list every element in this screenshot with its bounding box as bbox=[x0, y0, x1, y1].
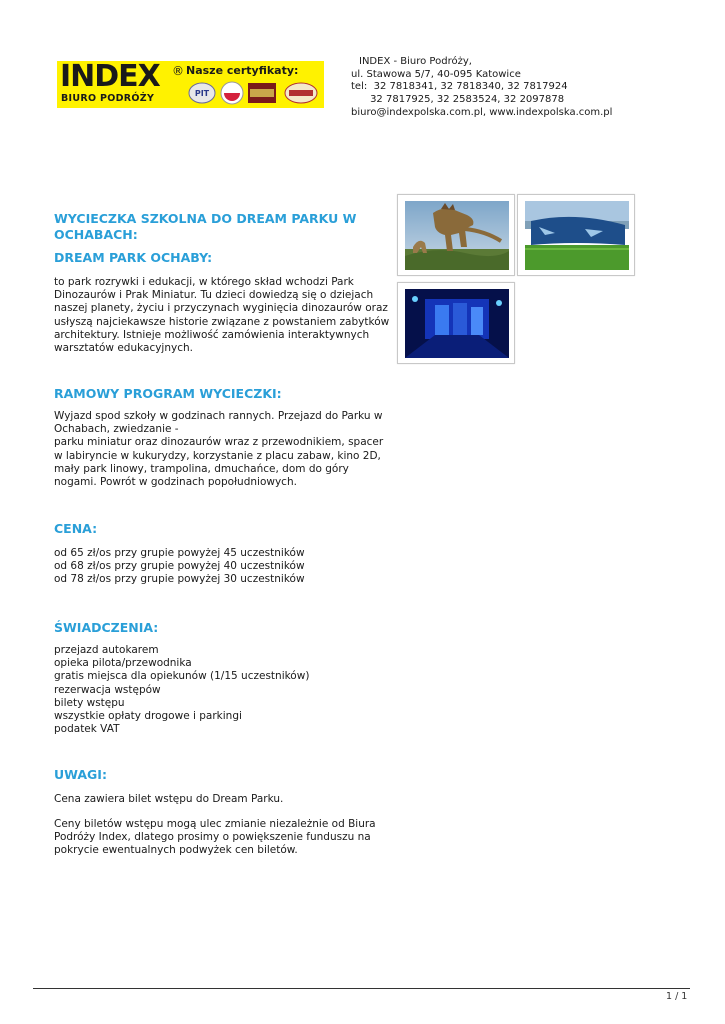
address-line: ul. Stawowa 5/7, 40-095 Katowice bbox=[351, 68, 521, 80]
photo-blue-hall bbox=[397, 282, 515, 364]
dobra-polska-seal-icon bbox=[247, 81, 277, 105]
text-line: Cena zawiera bilet wstępu do Dream Parku. bbox=[54, 793, 284, 805]
dinosaur-photo-image bbox=[405, 201, 509, 270]
text-line: Dinozaurów i Prak Miniatur. Tu dzieci dowiedzą się o dziejach bbox=[54, 289, 374, 302]
address-line: INDEX - Biuro Podróży, bbox=[359, 56, 472, 67]
certificate-seals bbox=[187, 81, 322, 105]
intro-paragraph bbox=[54, 276, 389, 355]
notes-paragraph-1 bbox=[54, 793, 283, 806]
services-heading: ŚWIADCZENIA: bbox=[54, 620, 159, 635]
registered-mark: ® bbox=[172, 64, 184, 78]
text-line: Ceny biletów wstępu mogą ulec zmianie niezależnie od Biura bbox=[54, 818, 376, 830]
program-paragraph bbox=[54, 410, 383, 489]
footer-divider bbox=[33, 988, 690, 989]
text-line: nogami. Powrót w godzinach popołudniowych. bbox=[54, 476, 297, 489]
service-item: opieka pilota/przewodnika bbox=[54, 657, 192, 670]
park-mural-photo-image bbox=[525, 201, 629, 270]
text-line: Wyjazd spod szkoły w godzinach rannych. Przejazd do Parku w bbox=[54, 410, 383, 422]
services-list bbox=[54, 644, 309, 736]
address-phone-line: tel: 32 7818341, 32 7818340, 32 7817924 bbox=[351, 81, 568, 93]
price-line: od 78 zł/os przy grupie powyżej 30 uczestników bbox=[54, 573, 305, 586]
title-line: OCHABACH: bbox=[54, 227, 138, 242]
svg-text:PIT: PIT bbox=[194, 89, 210, 98]
text-line: Podróży Index, dlatego prosimy o powiększenie funduszu na bbox=[54, 831, 371, 844]
service-item: wszystkie opłaty drogowe i parkingi bbox=[54, 710, 242, 723]
pit-seal-icon bbox=[187, 81, 217, 105]
notes-heading: UWAGI: bbox=[54, 767, 107, 782]
index-logo-banner bbox=[57, 61, 324, 108]
logo-subtitle: BIURO PODRÓŻY bbox=[61, 93, 155, 104]
service-item: bilety wstępu bbox=[54, 696, 125, 709]
agency-address bbox=[351, 56, 612, 120]
photo-park-mural bbox=[517, 194, 635, 276]
polish-quality-seal-icon bbox=[220, 81, 244, 105]
text-line: Ochabach, zwiedzanie - bbox=[54, 423, 179, 436]
text-line: w labiryncie w kukurydzy, korzystanie z placu zabaw, kino 2D, bbox=[54, 449, 381, 462]
text-line: pokrycie ewentualnych podwyżek cen biletów. bbox=[54, 844, 298, 857]
photo-dinosaur bbox=[397, 194, 515, 276]
text-line: parku miniatur oraz dinozaurów wraz z przewodnikiem, spacer bbox=[54, 436, 384, 449]
text-line: warsztatów edukacyjnych. bbox=[54, 342, 193, 355]
text-line: mały park linowy, trampolina, dmuchańce, dom do góry bbox=[54, 462, 349, 475]
price-line: od 68 zł/os przy grupie powyżej 40 uczestników bbox=[54, 560, 305, 573]
service-item: gratis miejsca dla opiekunów (1/15 uczestników) bbox=[54, 670, 310, 683]
text-line: to park rozrywki i edukacji, w którego skład wchodzi Park bbox=[54, 276, 354, 288]
address-email-link[interactable]: biuro@indexpolska.com.pl, www.indexpolska.com.pl bbox=[351, 106, 613, 118]
service-item: przejazd autokarem bbox=[54, 644, 159, 656]
price-line: od 65 zł/os przy grupie powyżej 45 uczestników bbox=[54, 547, 305, 559]
text-line: architektury. Istnieje możliwość zamówienia interaktywnych bbox=[54, 328, 370, 341]
price-heading: CENA: bbox=[54, 521, 98, 536]
service-item: podatek VAT bbox=[54, 723, 120, 736]
program-heading: RAMOWY PROGRAM WYCIECZKI: bbox=[54, 386, 282, 401]
notes-paragraph-2 bbox=[54, 818, 376, 858]
logo-wordmark: INDEX bbox=[60, 59, 160, 94]
address-phone-line: 32 7817925, 32 2583524, 32 2097878 bbox=[351, 94, 565, 106]
page-number: 1 / 1 bbox=[666, 991, 688, 1002]
service-item: rezerwacja wstępów bbox=[54, 683, 161, 696]
text-line: usłyszą najciekawsze historie związane z powstaniem zabytków bbox=[54, 315, 390, 328]
rzetelna-firma-seal-icon bbox=[283, 81, 319, 105]
price-list bbox=[54, 547, 305, 587]
text-line: naszej planety, życiu i przyczynach wyginięcia dinozaurów oraz bbox=[54, 302, 388, 315]
title-line: WYCIECZKA SZKOLNA DO DREAM PARKU W bbox=[54, 211, 357, 226]
intro-heading: DREAM PARK OCHABY: bbox=[54, 250, 213, 265]
certificates-label: Nasze certyfikaty: bbox=[186, 64, 299, 77]
blue-hall-photo-image bbox=[405, 289, 509, 358]
trip-title bbox=[54, 211, 356, 243]
